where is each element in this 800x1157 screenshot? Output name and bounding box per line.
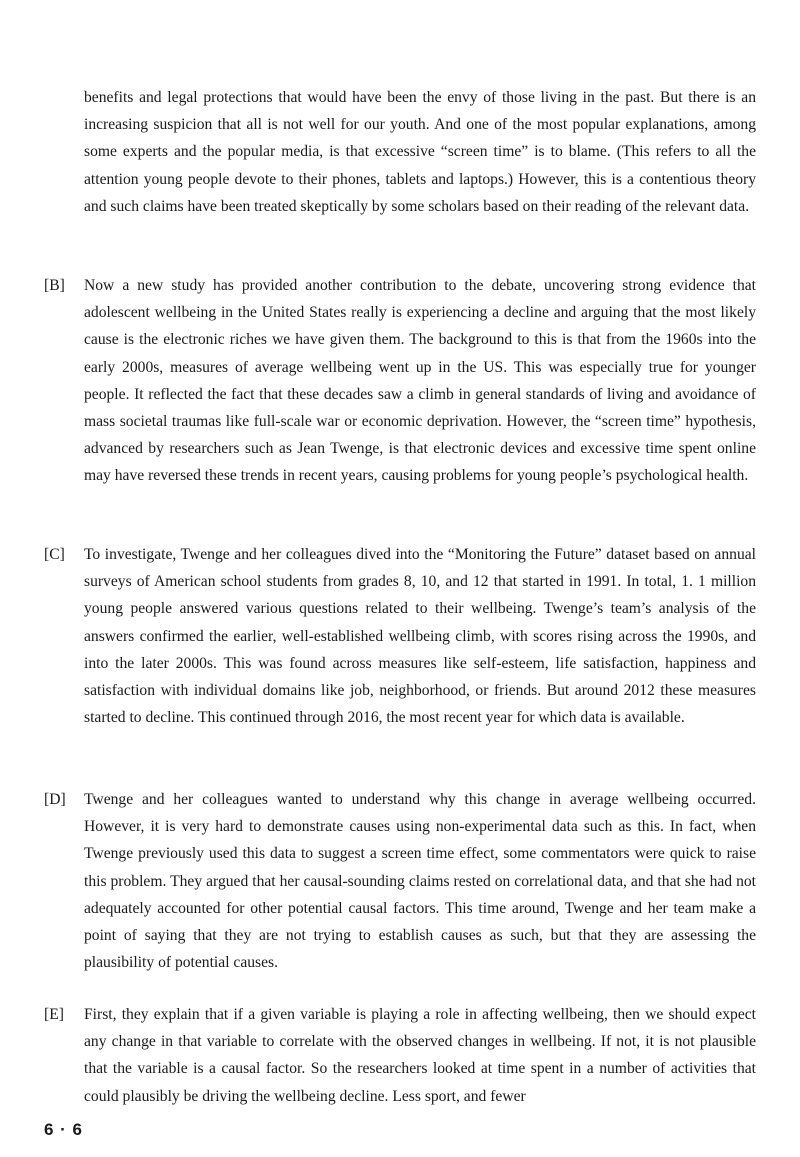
paragraph-text: First, they explain that if a given variable is playing a role in affecting wellbeing, then we should expect any change in that variable to correlate with the observed changes in wellbeing. If not, it is not plausible that the variable is a causal factor. So the researchers looked at time spent in a number of activities that could plausibly be driving the wellbeing decline. Less sport, and fewer xyxy=(84,1006,756,1105)
paragraph-a-continued xyxy=(84,84,756,220)
paragraph-marker: [E] xyxy=(44,1006,64,1023)
paragraph-d xyxy=(44,786,756,976)
paragraph-marker: [C] xyxy=(44,546,65,563)
page-number: 6 · 6 xyxy=(44,1120,84,1139)
paragraph-text: Twenge and her colleagues wanted to understand why this change in average wellbeing occurred. However, it is very hard to demonstrate causes using non-experimental data such as this. In fact, when Twenge previously used this data to suggest a screen time effect, some commentators were quick to raise this problem. They argued that her causal-sounding claims rested on correlational data, and that she had not adequately accounted for other potential causal factors. This time around, Twenge and her team make a point of saying that they are not trying to establish causes as such, but that they are assessing the plausibility of potential causes. xyxy=(84,791,756,972)
paragraph-c xyxy=(44,541,756,731)
paragraph-marker: [D] xyxy=(44,791,66,808)
paragraph-text: Now a new study has provided another contribution to the debate, uncovering strong evidence that adolescent wellbeing in the United States really is experiencing a decline and arguing that the most likely cause is the electronic riches we have given them. The background to this is that from the 1960s into the early 2000s, measures of average wellbeing went up in the US. This was especially true for younger people. It reflected the fact that these decades saw a climb in general standards of living and avoidance of mass societal traumas like full-scale war or economic deprivation. However, the “screen time” hypothesis, advanced by researchers such as Jean Twenge, is that electronic devices and excessive time spent online may have reversed these trends in recent years, causing problems for young people’s psychological health. xyxy=(84,277,756,485)
paragraph-b xyxy=(44,272,756,490)
paragraph-text: To investigate, Twenge and her colleagues dived into the “Monitoring the Future” dataset based on annual surveys of American school students from grades 8, 10, and 12 that started in 1991. In total, 1. 1 million young people answered various questions related to their wellbeing. Twenge’s team’s analysis of the answers confirmed the earlier, well-established wellbeing climb, with scores rising across the 1990s, and into the later 2000s. This was found across measures like self-esteem, life satisfaction, happiness and satisfaction with individual domains like job, neighborhood, or friends. But around 2012 these measures started to decline. This continued through 2016, the most recent year for which data is available. xyxy=(84,546,756,727)
paragraph-text: benefits and legal protections that would have been the envy of those living in the past. But there is an increasing suspicion that all is not well for our youth. And one of the most popular explanations, among some experts and the popular media, is that excessive “screen time” is to blame. (This refers to all the attention young people devote to their phones, tablets and laptops.) However, this is a contentious theory and such claims have been treated skeptically by some scholars based on their reading of the relevant data. xyxy=(84,89,756,215)
paragraph-e xyxy=(44,1001,756,1110)
paragraph-marker: [B] xyxy=(44,277,65,294)
